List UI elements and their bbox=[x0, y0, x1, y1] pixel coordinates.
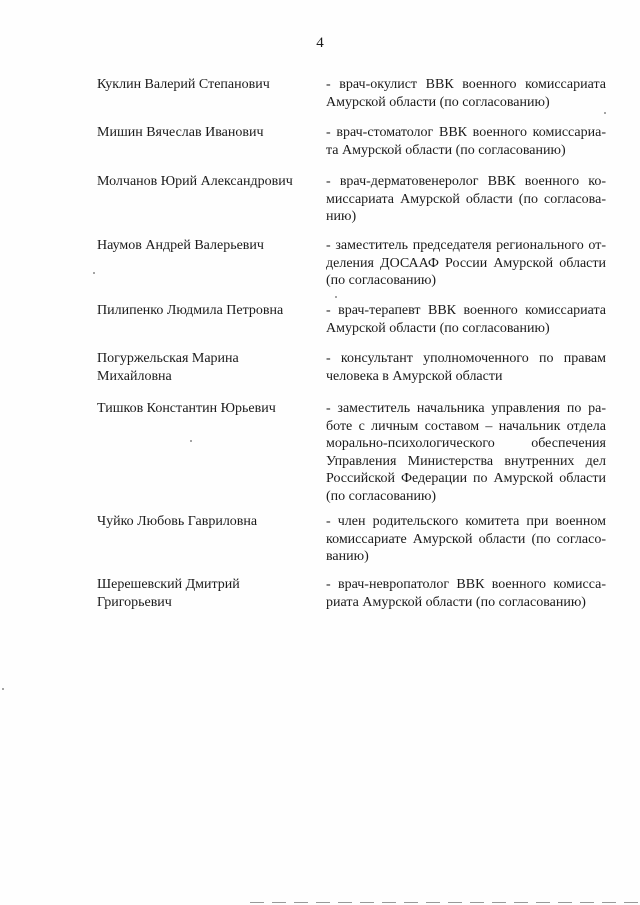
role-line: морально-психологического обеспечения bbox=[326, 436, 606, 451]
role-line: риата Амурской области (по согласованию) bbox=[326, 594, 586, 610]
role-line: Управления Министерства внутренних дел bbox=[326, 453, 606, 469]
role-line: - врач-невропатолог ВВК военного комисса- bbox=[326, 577, 606, 592]
role-line: Амурской области (по согласованию) bbox=[326, 94, 550, 110]
person-role bbox=[326, 173, 606, 226]
person-name bbox=[97, 576, 307, 612]
page-number: 4 bbox=[316, 35, 324, 51]
person-role bbox=[326, 576, 606, 611]
person-name-line: Григорьевич bbox=[97, 595, 172, 610]
person-name-line: Шерешевский Дмитрий bbox=[97, 577, 240, 592]
role-line: миссариата Амурской области (по согласова- bbox=[326, 191, 606, 207]
person-role bbox=[326, 237, 606, 290]
role-line: боте с личным составом – начальник отдела bbox=[326, 418, 606, 434]
role-line: - врач-окулист ВВК военного комиссариата bbox=[326, 77, 606, 92]
person-name-line: Молчанов Юрий Александрович bbox=[97, 174, 293, 189]
person-role bbox=[326, 350, 606, 385]
person-name-line: Наумов Андрей Валерьевич bbox=[97, 238, 264, 253]
person-role bbox=[326, 302, 606, 337]
person-role bbox=[326, 76, 606, 111]
scan-speck bbox=[190, 440, 192, 442]
scan-speck bbox=[335, 296, 337, 298]
person-name bbox=[97, 400, 307, 418]
role-line: - врач-терапевт ВВК военного комиссариата bbox=[326, 303, 606, 318]
person-name bbox=[97, 350, 307, 386]
role-line: та Амурской области (по согласованию) bbox=[326, 142, 566, 158]
role-line: ванию) bbox=[326, 549, 369, 564]
role-line: комиссариате Амурской области (по согласо- bbox=[326, 531, 606, 547]
scan-speck bbox=[93, 272, 95, 274]
person-name-line: Тишков Константин Юрьевич bbox=[97, 401, 276, 416]
role-line: - врач-дерматовенеролог ВВК военного ко- bbox=[326, 174, 606, 189]
role-line: Российской Федерации по Амурской области bbox=[326, 471, 606, 486]
person-name bbox=[97, 237, 307, 255]
role-line: нию) bbox=[326, 209, 357, 224]
scan-speck bbox=[2, 688, 4, 690]
person-name-line: Чуйко Любовь Гавриловна bbox=[97, 514, 258, 529]
role-line: - консультант уполномоченного по правам bbox=[326, 351, 606, 366]
role-line: (по согласованию) bbox=[326, 273, 437, 288]
scan-speck bbox=[604, 112, 606, 114]
person-name-line: Куклин Валерий Степанович bbox=[97, 77, 270, 92]
person-name-line: Мишин Вячеслав Иванович bbox=[97, 125, 264, 140]
person-name bbox=[97, 173, 307, 191]
person-role bbox=[326, 400, 606, 505]
role-line: деления ДОСААФ России Амурской области bbox=[326, 255, 606, 271]
role-line: Амурской области (по согласованию) bbox=[326, 320, 550, 336]
person-name bbox=[97, 302, 307, 320]
role-line: (по согласованию) bbox=[326, 488, 437, 504]
person-name bbox=[97, 76, 307, 94]
role-line: - член родительского комитета при военном bbox=[326, 514, 606, 529]
person-name bbox=[97, 124, 307, 142]
role-line: - заместитель председателя регионального от- bbox=[326, 238, 606, 253]
person-role bbox=[326, 124, 606, 159]
role-line: - врач-стоматолог ВВК военного комиссариа- bbox=[326, 125, 606, 140]
scan-edge-line bbox=[250, 902, 640, 903]
person-name-line: Михайловна bbox=[97, 369, 172, 384]
person-role bbox=[326, 513, 606, 566]
role-line: - заместитель начальника управления по ра- bbox=[326, 401, 606, 416]
person-name-line: Пилипенко Людмила Петровна bbox=[97, 303, 284, 318]
role-line: человека в Амурской области bbox=[326, 368, 503, 384]
person-name-line: Погуржельская Марина bbox=[97, 351, 239, 366]
person-name bbox=[97, 513, 307, 531]
